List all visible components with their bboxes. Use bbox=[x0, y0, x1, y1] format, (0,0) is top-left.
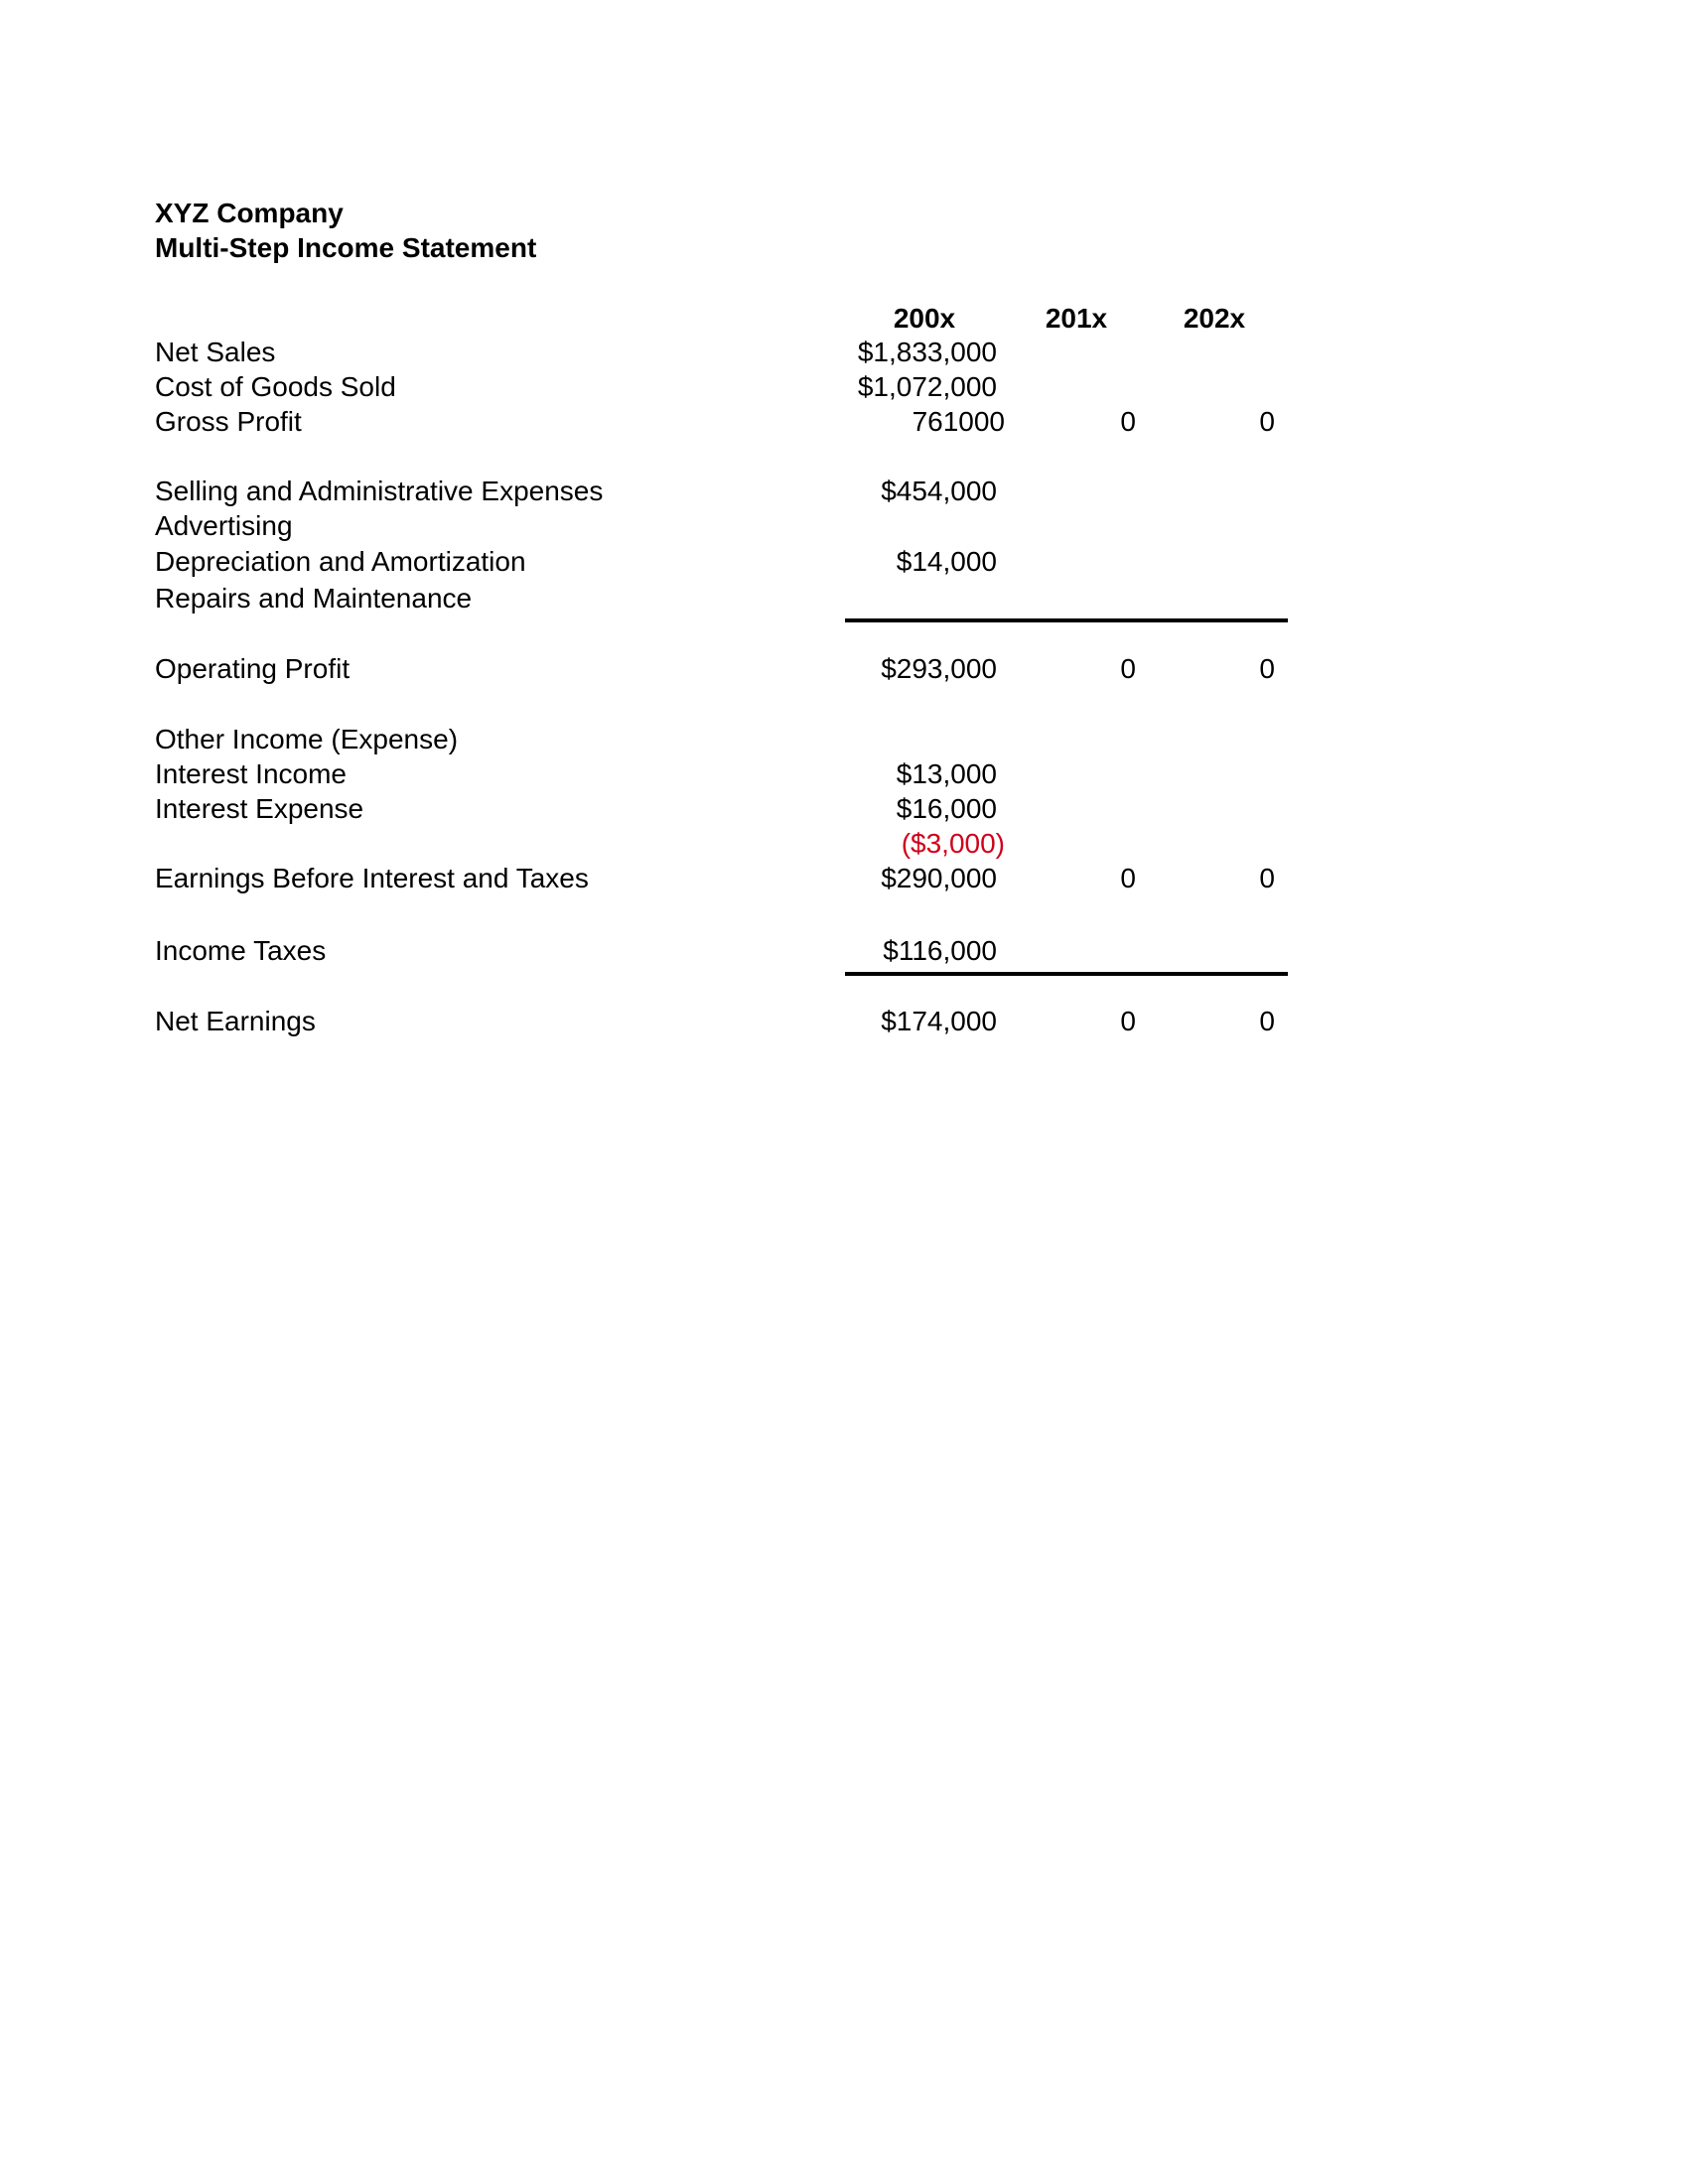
statement-title: Multi-Step Income Statement bbox=[155, 232, 537, 263]
operating-profit-202x: 0 bbox=[1259, 653, 1275, 684]
operating-profit-201x: 0 bbox=[1120, 653, 1136, 684]
row-label-sga: Selling and Administrative Expenses bbox=[155, 476, 604, 506]
row-label-net-sales: Net Sales bbox=[155, 337, 276, 367]
other-income-net-200x: ($3,000) bbox=[901, 828, 1005, 859]
row-label-interest-expense: Interest Expense bbox=[155, 793, 364, 824]
column-header-200x: 200x bbox=[893, 303, 956, 334]
cogs-200x: $1,072,000 bbox=[857, 371, 997, 402]
row-label-cogs: Cost of Goods Sold bbox=[155, 371, 396, 402]
gross-profit-202x: 0 bbox=[1259, 406, 1275, 437]
row-label-other-income: Other Income (Expense) bbox=[155, 724, 459, 754]
row-label-net-earnings: Net Earnings bbox=[155, 1006, 316, 1036]
row-label-ebit: Earnings Before Interest and Taxes bbox=[155, 863, 589, 893]
row-label-interest-income: Interest Income bbox=[155, 758, 347, 789]
column-header-202x: 202x bbox=[1183, 303, 1246, 334]
sga-200x: $454,000 bbox=[881, 476, 997, 506]
column-header-201x: 201x bbox=[1045, 303, 1108, 334]
depreciation-200x: $14,000 bbox=[896, 546, 997, 577]
company-name: XYZ Company bbox=[155, 198, 344, 228]
interest-income-200x: $13,000 bbox=[896, 758, 997, 789]
ebit-200x: $290,000 bbox=[881, 863, 997, 893]
subtotal-rule bbox=[845, 618, 1288, 622]
row-label-income-taxes: Income Taxes bbox=[155, 935, 327, 966]
operating-profit-200x: $293,000 bbox=[881, 653, 997, 684]
gross-profit-200x: 761000 bbox=[912, 406, 1005, 437]
income-taxes-200x: $116,000 bbox=[883, 935, 997, 966]
net-earnings-202x: 0 bbox=[1259, 1006, 1275, 1036]
total-rule bbox=[845, 972, 1288, 976]
row-label-depreciation: Depreciation and Amortization bbox=[155, 546, 526, 577]
row-label-operating-profit: Operating Profit bbox=[155, 653, 351, 684]
row-label-advertising: Advertising bbox=[155, 510, 293, 541]
ebit-201x: 0 bbox=[1120, 863, 1136, 893]
net-earnings-201x: 0 bbox=[1120, 1006, 1136, 1036]
row-label-gross-profit: Gross Profit bbox=[155, 406, 302, 437]
net-earnings-200x: $174,000 bbox=[881, 1006, 997, 1036]
net-sales-200x: $1,833,000 bbox=[857, 337, 997, 367]
gross-profit-201x: 0 bbox=[1120, 406, 1136, 437]
row-label-repairs: Repairs and Maintenance bbox=[155, 583, 473, 614]
interest-expense-200x: $16,000 bbox=[896, 793, 997, 824]
ebit-202x: 0 bbox=[1259, 863, 1275, 893]
